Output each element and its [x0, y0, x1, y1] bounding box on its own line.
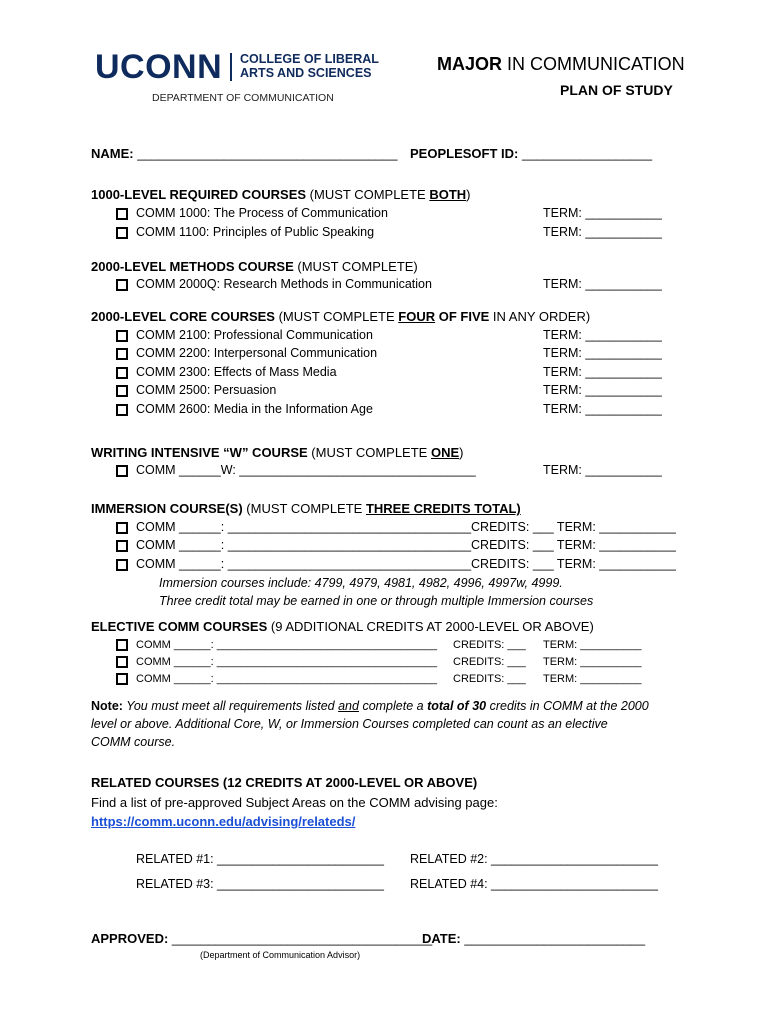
peoplesoft-id-field[interactable]: [410, 146, 652, 161]
section-immersion-heading-bold: IMMERSION COURSE(S): [91, 501, 243, 516]
name-label: NAME:: [91, 146, 134, 161]
related-3-field[interactable]: RELATED #3: ________________________: [136, 877, 384, 891]
section-immersion-heading-rest: (MUST COMPLETE: [242, 501, 366, 516]
checkbox[interactable]: [116, 656, 128, 668]
section-core-heading-emph: FOUR: [398, 309, 436, 324]
section-core-heading-close: IN ANY ORDER): [489, 309, 591, 324]
advisor-caption: (Department of Communication Advisor): [200, 950, 361, 960]
course-comm-2500: COMM 2500: Persuasion: [136, 383, 277, 397]
course-comm-2600: COMM 2600: Media in the Information Age: [136, 402, 373, 416]
term-field[interactable]: TERM: ___________: [543, 402, 662, 416]
checkbox[interactable]: [116, 227, 128, 239]
note-and: and: [338, 699, 359, 713]
checkbox[interactable]: [116, 367, 128, 379]
requirements-note: [91, 699, 649, 713]
elective-credits-field[interactable]: CREDITS: ___: [453, 656, 526, 668]
college-name-line-2: ARTS AND SCIENCES: [240, 66, 372, 80]
date-field[interactable]: [422, 931, 645, 946]
term-field[interactable]: TERM: ___________: [543, 463, 662, 477]
immersion-note-credits: Three credit total may be earned in one or through multiple Immersion courses: [159, 594, 594, 608]
section-1000-heading-rest: (MUST COMPLETE: [306, 187, 430, 202]
related-find-text: Find a list of pre-approved Subject Areas on the COMM advising page:: [91, 795, 498, 810]
approved-blank[interactable]: ____________________________________: [171, 931, 433, 946]
term-field[interactable]: TERM: ___________: [543, 328, 662, 342]
title-major: MAJOR: [437, 54, 503, 74]
section-methods-heading: [91, 259, 418, 274]
department-name: DEPARTMENT OF COMMUNICATION: [152, 92, 334, 104]
related-4-field[interactable]: RELATED #4: ________________________: [410, 877, 658, 891]
section-immersion-heading: [91, 501, 521, 516]
section-elective-heading-bold: ELECTIVE COMM COURSES: [91, 619, 268, 634]
college-name: [240, 52, 379, 80]
checkbox[interactable]: [116, 639, 128, 651]
note-line-2: level or above. Additional Core, W, or Immersion Courses completed can count as an elective: [91, 717, 608, 731]
document-title: [437, 54, 685, 75]
checkbox[interactable]: [116, 673, 128, 685]
immersion-note-courses: Immersion courses include: 4799, 4979, 4981, 4982, 4996, 4997w, 4999.: [159, 576, 563, 590]
checkbox[interactable]: [116, 208, 128, 220]
note-text-1: You must meet all requirements listed: [122, 699, 339, 713]
related-2-field[interactable]: RELATED #2: ________________________: [410, 852, 658, 866]
immersion-row[interactable]: COMM ______: ___________________________________CREDITS: ___ TERM: ___________: [136, 538, 676, 552]
section-core-heading: [91, 309, 590, 324]
course-comm-2000q: COMM 2000Q: Research Methods in Communication: [136, 277, 432, 291]
section-methods-heading-bold: 2000-LEVEL METHODS COURSE: [91, 259, 294, 274]
section-w-heading-emph: ONE: [430, 445, 460, 460]
checkbox[interactable]: [116, 385, 128, 397]
elective-term-field[interactable]: TERM: __________: [543, 673, 642, 685]
checkbox[interactable]: [116, 404, 128, 416]
section-1000-heading-close: ): [466, 187, 471, 202]
elective-course-field[interactable]: COMM ______: ____________________________________: [136, 639, 437, 651]
document-subtitle: PLAN OF STUDY: [560, 82, 673, 98]
date-label: DATE:: [422, 931, 461, 946]
title-rest: IN COMMUNICATION: [502, 54, 685, 74]
section-w-heading: [91, 445, 463, 460]
approved-label: APPROVED:: [91, 931, 169, 946]
related-advising-link[interactable]: https://comm.uconn.edu/advising/relateds/: [91, 814, 356, 829]
checkbox[interactable]: [116, 279, 128, 291]
course-comm-1100: COMM 1100: Principles of Public Speaking: [136, 225, 375, 239]
elective-credits-field[interactable]: CREDITS: ___: [453, 673, 526, 685]
checkbox[interactable]: [116, 540, 128, 552]
immersion-row[interactable]: COMM ______: ___________________________________CREDITS: ___ TERM: ___________: [136, 520, 676, 534]
date-blank[interactable]: _________________________: [464, 931, 646, 946]
section-elective-heading-rest: (9 ADDITIONAL CREDITS AT 2000-LEVEL OR ABOVE): [267, 619, 594, 634]
section-immersion-heading-emph: THREE CREDITS TOTAL): [365, 501, 521, 516]
section-1000-heading-bold: 1000-LEVEL REQUIRED COURSES: [91, 187, 307, 202]
term-field[interactable]: TERM: ___________: [543, 277, 662, 291]
logo-divider: [230, 53, 232, 81]
section-1000-heading-emph: BOTH: [429, 187, 467, 202]
checkbox[interactable]: [116, 330, 128, 342]
checkbox[interactable]: [116, 522, 128, 534]
section-w-heading-rest: (MUST COMPLETE: [307, 445, 431, 460]
uconn-logo-wordmark: UCONN: [95, 48, 223, 86]
elective-term-field[interactable]: TERM: __________: [543, 656, 642, 668]
section-elective-heading: [91, 619, 594, 634]
immersion-row[interactable]: COMM ______: ___________________________________CREDITS: ___ TERM: ___________: [136, 557, 676, 571]
elective-term-field[interactable]: TERM: __________: [543, 639, 642, 651]
term-field[interactable]: TERM: ___________: [543, 383, 662, 397]
w-course-field[interactable]: COMM ______W: __________________________________: [136, 463, 476, 477]
elective-course-field[interactable]: COMM ______: ____________________________________: [136, 656, 437, 668]
elective-course-field[interactable]: COMM ______: ____________________________________: [136, 673, 437, 685]
section-1000-heading: [91, 187, 471, 202]
peoplesoft-id-blank[interactable]: __________________: [521, 146, 653, 161]
name-field[interactable]: [91, 146, 398, 161]
note-text-3: credits in COMM at the 2000: [486, 699, 649, 713]
section-core-heading-rest: (MUST COMPLETE: [274, 309, 399, 324]
note-line-3: COMM course.: [91, 735, 176, 749]
course-comm-1000: COMM 1000: The Process of Communication: [136, 206, 388, 220]
note-text-2: complete a: [358, 699, 428, 713]
section-core-heading-emph2: OF FIVE: [435, 309, 490, 324]
course-comm-2100: COMM 2100: Professional Communication: [136, 328, 373, 342]
checkbox[interactable]: [116, 348, 128, 360]
section-methods-heading-rest: (MUST COMPLETE): [293, 259, 418, 274]
checkbox[interactable]: [116, 559, 128, 571]
term-field[interactable]: TERM: ___________: [543, 225, 662, 239]
peoplesoft-id-label: PEOPLESOFT ID:: [410, 146, 519, 161]
course-comm-2200: COMM 2200: Interpersonal Communication: [136, 346, 378, 360]
section-w-heading-bold: WRITING INTENSIVE “W” COURSE: [91, 445, 308, 460]
section-core-heading-bold: 2000-LEVEL CORE COURSES: [91, 309, 275, 324]
section-w-heading-close: ): [459, 445, 464, 460]
college-name-line-1: COLLEGE OF LIBERAL: [240, 52, 379, 66]
elective-credits-field[interactable]: CREDITS: ___: [453, 639, 526, 651]
note-total: total of 30: [427, 699, 487, 713]
approved-field[interactable]: [91, 931, 432, 946]
related-courses-heading: RELATED COURSES (12 CREDITS AT 2000-LEVEL OR ABOVE): [91, 775, 478, 790]
name-blank[interactable]: ____________________________________: [137, 146, 398, 161]
note-label: Note:: [91, 699, 123, 713]
course-comm-2300: COMM 2300: Effects of Mass Media: [136, 365, 337, 379]
term-field[interactable]: TERM: ___________: [543, 206, 662, 220]
term-field[interactable]: TERM: ___________: [543, 346, 662, 360]
related-1-field[interactable]: RELATED #1: ________________________: [136, 852, 384, 866]
checkbox[interactable]: [116, 465, 128, 477]
term-field[interactable]: TERM: ___________: [543, 365, 662, 379]
